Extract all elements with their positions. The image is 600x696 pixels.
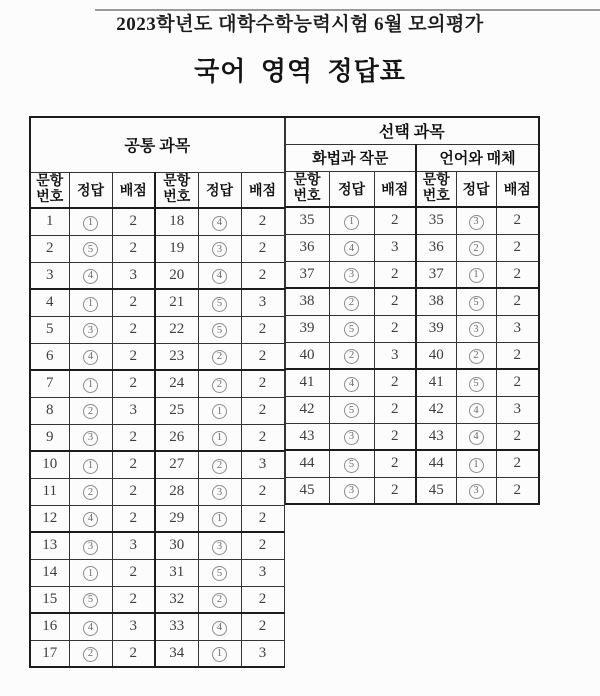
points-cell: 2 — [112, 505, 155, 532]
points-cell: 2 — [112, 640, 155, 667]
question-number-cell: 41 — [416, 369, 456, 396]
circled-answer: 4 — [212, 621, 227, 636]
answer-cell — [456, 261, 496, 288]
points-cell: 3 — [112, 532, 155, 559]
question-number-header — [30, 172, 69, 208]
question-number-cell: 28 — [155, 478, 198, 505]
circled-answer: 1 — [83, 297, 98, 312]
answer-cell — [198, 289, 241, 316]
circled-answer: 5 — [212, 297, 227, 312]
points-cell: 2 — [241, 235, 284, 262]
answer-cell — [69, 451, 112, 478]
answer-cell — [69, 559, 112, 586]
answer-cell — [69, 586, 112, 613]
points-cell: 3 — [374, 342, 416, 369]
answer-cell — [69, 532, 112, 559]
question-number-cell: 25 — [155, 397, 198, 424]
points-cell: 2 — [374, 288, 416, 315]
points-cell: 2 — [241, 316, 284, 343]
question-number-cell: 22 — [155, 316, 198, 343]
answer-header: 정답 — [69, 172, 112, 208]
points-cell: 2 — [112, 370, 155, 397]
circled-answer: 4 — [469, 430, 484, 445]
circled-answer: 1 — [212, 647, 227, 662]
points-cell: 2 — [496, 207, 539, 234]
answer-cell — [198, 505, 241, 532]
points-cell: 2 — [496, 234, 539, 261]
table-row — [30, 424, 284, 451]
circled-answer: 2 — [83, 485, 98, 500]
circled-answer: 2 — [83, 647, 98, 662]
circled-answer: 5 — [344, 403, 359, 418]
circled-answer: 2 — [344, 349, 359, 364]
question-number-cell: 23 — [155, 343, 198, 370]
circled-answer: 3 — [212, 485, 227, 500]
circled-answer: 4 — [83, 512, 98, 527]
answer-cell — [198, 343, 241, 370]
points-cell: 2 — [241, 505, 284, 532]
table-row — [285, 234, 539, 261]
points-cell: 3 — [112, 613, 155, 640]
table-row — [30, 289, 284, 316]
table-row — [30, 478, 284, 505]
table-row — [30, 559, 284, 586]
question-number-cell: 35 — [416, 207, 456, 234]
question-number-cell: 24 — [155, 370, 198, 397]
points-cell: 2 — [241, 370, 284, 397]
points-header: 배점 — [112, 172, 155, 208]
circled-answer: 4 — [469, 403, 484, 418]
answer-cell — [456, 423, 496, 450]
question-number-cell: 11 — [30, 478, 69, 505]
points-cell: 2 — [374, 369, 416, 396]
question-number-cell: 8 — [30, 397, 69, 424]
common-section-header-row — [30, 117, 284, 172]
points-header: 배점 — [241, 172, 284, 208]
circled-answer: 2 — [212, 459, 227, 474]
circled-answer: 1 — [212, 404, 227, 419]
answer-cell — [69, 640, 112, 667]
answer-cell — [329, 477, 374, 504]
question-number-cell: 37 — [416, 261, 456, 288]
circled-answer: 5 — [212, 323, 227, 338]
circled-answer: 3 — [83, 323, 98, 338]
question-number-cell: 4 — [30, 289, 69, 316]
answer-cell — [456, 288, 496, 315]
points-cell: 2 — [374, 396, 416, 423]
answer-cell — [329, 315, 374, 342]
points-cell: 2 — [112, 235, 155, 262]
elective-subject-1-header: 화법과 작문 — [285, 144, 416, 171]
circled-answer: 4 — [212, 269, 227, 284]
circled-answer: 1 — [344, 215, 359, 230]
question-number-cell: 21 — [155, 289, 198, 316]
question-number-header — [285, 171, 329, 207]
question-number-cell: 20 — [155, 262, 198, 289]
exam-title: 2023학년도 대학수학능력시험 6월 모의평가 — [116, 14, 484, 35]
answer-cell — [329, 450, 374, 477]
answer-cell — [329, 288, 374, 315]
circled-answer: 5 — [344, 322, 359, 337]
table-row — [30, 397, 284, 424]
answer-cell — [456, 315, 496, 342]
question-number-cell: 3 — [30, 262, 69, 289]
question-number-header-line2: 번호 — [163, 189, 191, 205]
answer-cell — [69, 505, 112, 532]
points-cell: 3 — [241, 559, 284, 586]
circled-answer: 5 — [212, 566, 227, 581]
question-number-cell: 43 — [416, 423, 456, 450]
common-section-header: 공통 과목 — [30, 117, 284, 172]
points-cell: 2 — [112, 586, 155, 613]
question-number-header — [155, 172, 198, 208]
answer-cell — [198, 613, 241, 640]
answer-cell — [69, 370, 112, 397]
points-cell: 3 — [241, 640, 284, 667]
answer-cell — [69, 262, 112, 289]
question-number-cell: 1 — [30, 208, 69, 235]
answer-cell — [329, 342, 374, 369]
points-cell: 2 — [112, 343, 155, 370]
circled-answer: 5 — [83, 242, 98, 257]
circled-answer: 2 — [469, 241, 484, 256]
answer-cell — [69, 316, 112, 343]
points-cell: 2 — [112, 208, 155, 235]
answer-cell — [198, 262, 241, 289]
points-cell: 2 — [241, 478, 284, 505]
table-row — [285, 288, 539, 315]
question-number-cell: 13 — [30, 532, 69, 559]
question-number-header-line1: 문항 — [422, 173, 450, 189]
points-cell: 2 — [374, 450, 416, 477]
points-cell: 3 — [241, 289, 284, 316]
answer-cell — [69, 208, 112, 235]
question-number-header-line2: 번호 — [422, 188, 450, 204]
circled-answer: 3 — [212, 242, 227, 257]
table-row — [285, 342, 539, 369]
question-number-cell: 30 — [155, 532, 198, 559]
answer-cell — [198, 532, 241, 559]
answer-cell — [456, 207, 496, 234]
question-number-cell: 34 — [155, 640, 198, 667]
question-number-cell: 17 — [30, 640, 69, 667]
answer-cell — [69, 235, 112, 262]
table-row — [30, 262, 284, 289]
answer-cell — [456, 234, 496, 261]
column-header-row — [30, 172, 284, 208]
table-row — [30, 532, 284, 559]
question-number-cell: 18 — [155, 208, 198, 235]
points-cell: 2 — [496, 369, 539, 396]
table-row — [285, 207, 539, 234]
circled-answer: 5 — [469, 377, 484, 392]
points-cell: 2 — [496, 423, 539, 450]
table-row — [285, 315, 539, 342]
scan-artifact-line — [95, 9, 600, 11]
circled-answer: 5 — [469, 296, 484, 311]
question-number-header-line1: 문항 — [293, 173, 321, 189]
question-number-cell: 39 — [285, 315, 329, 342]
answer-header: 정답 — [456, 171, 496, 207]
points-cell: 2 — [496, 288, 539, 315]
answer-cell — [198, 316, 241, 343]
question-number-cell: 19 — [155, 235, 198, 262]
table-row — [30, 586, 284, 613]
circled-answer: 3 — [344, 268, 359, 283]
circled-answer: 3 — [344, 484, 359, 499]
subject-title: 국어 영역 정답표 — [194, 57, 406, 86]
circled-answer: 5 — [344, 458, 359, 473]
answer-cell — [198, 424, 241, 451]
points-cell: 2 — [241, 397, 284, 424]
answer-cell — [329, 207, 374, 234]
table-row — [30, 208, 284, 235]
circled-answer: 3 — [83, 431, 98, 446]
table-row — [285, 477, 539, 504]
points-cell: 2 — [374, 207, 416, 234]
question-number-cell: 40 — [416, 342, 456, 369]
circled-answer: 4 — [344, 241, 359, 256]
common-subjects-table — [29, 116, 285, 668]
answer-cell — [456, 450, 496, 477]
circled-answer: 5 — [83, 593, 98, 608]
answer-cell — [198, 397, 241, 424]
circled-answer: 4 — [83, 621, 98, 636]
points-cell: 2 — [112, 316, 155, 343]
circled-answer: 4 — [212, 216, 227, 231]
question-number-cell: 45 — [416, 477, 456, 504]
question-number-cell: 16 — [30, 613, 69, 640]
question-number-cell: 44 — [416, 450, 456, 477]
points-cell: 2 — [112, 559, 155, 586]
points-cell: 2 — [112, 289, 155, 316]
circled-answer: 1 — [212, 431, 227, 446]
answer-cell — [69, 289, 112, 316]
points-cell: 3 — [112, 397, 155, 424]
circled-answer: 2 — [212, 593, 227, 608]
answer-cell — [198, 586, 241, 613]
points-cell: 2 — [241, 343, 284, 370]
points-cell: 2 — [241, 613, 284, 640]
answer-header: 정답 — [198, 172, 241, 208]
points-cell: 2 — [112, 478, 155, 505]
circled-answer: 2 — [83, 404, 98, 419]
answer-cell — [69, 478, 112, 505]
points-cell: 3 — [241, 451, 284, 478]
points-cell: 2 — [241, 208, 284, 235]
circled-answer: 3 — [212, 540, 227, 555]
answer-cell — [329, 396, 374, 423]
circled-answer: 1 — [83, 566, 98, 581]
points-cell: 3 — [496, 396, 539, 423]
points-cell: 2 — [241, 586, 284, 613]
column-header-row — [285, 171, 539, 207]
question-number-cell: 38 — [416, 288, 456, 315]
question-number-cell: 36 — [416, 234, 456, 261]
answer-cell — [69, 397, 112, 424]
elective-section-header: 선택 과목 — [285, 117, 539, 144]
answer-cell — [456, 342, 496, 369]
question-number-cell: 43 — [285, 423, 329, 450]
table-row — [30, 316, 284, 343]
elective-subject-2-header: 언어와 매체 — [416, 144, 539, 171]
table-row — [30, 451, 284, 478]
points-cell: 2 — [496, 450, 539, 477]
question-number-cell: 36 — [285, 234, 329, 261]
elective-subjects-table — [285, 116, 541, 505]
question-number-cell: 35 — [285, 207, 329, 234]
answer-cell — [329, 423, 374, 450]
answer-cell — [198, 451, 241, 478]
elective-subjects-row — [285, 144, 539, 171]
table-row — [30, 613, 284, 640]
question-number-cell: 5 — [30, 316, 69, 343]
question-number-cell: 39 — [416, 315, 456, 342]
table-row — [30, 343, 284, 370]
question-number-cell: 14 — [30, 559, 69, 586]
points-cell: 2 — [241, 532, 284, 559]
table-row — [30, 370, 284, 397]
table-row — [30, 235, 284, 262]
circled-answer: 3 — [469, 215, 484, 230]
circled-answer: 1 — [83, 459, 98, 474]
points-cell: 2 — [496, 477, 539, 504]
common-table-body — [30, 208, 284, 667]
points-cell: 3 — [112, 262, 155, 289]
elective-table-body — [285, 207, 539, 504]
table-row — [285, 396, 539, 423]
question-number-cell: 29 — [155, 505, 198, 532]
answer-cell — [69, 343, 112, 370]
circled-answer: 4 — [83, 350, 98, 365]
question-number-cell: 42 — [285, 396, 329, 423]
circled-answer: 2 — [344, 296, 359, 311]
table-row — [285, 423, 539, 450]
question-number-cell: 40 — [285, 342, 329, 369]
points-cell: 2 — [374, 315, 416, 342]
points-cell: 2 — [374, 423, 416, 450]
points-cell: 2 — [374, 477, 416, 504]
answer-sheet-page — [0, 9, 600, 696]
answer-cell — [69, 613, 112, 640]
circled-answer: 3 — [469, 322, 484, 337]
answer-header: 정답 — [329, 171, 374, 207]
answer-cell — [329, 261, 374, 288]
points-cell: 3 — [496, 315, 539, 342]
answer-cell — [198, 370, 241, 397]
points-cell: 2 — [496, 342, 539, 369]
question-number-cell: 15 — [30, 586, 69, 613]
circled-answer: 2 — [212, 378, 227, 393]
question-number-cell: 37 — [285, 261, 329, 288]
circled-answer: 3 — [469, 484, 484, 499]
answer-cell — [456, 396, 496, 423]
question-number-cell: 26 — [155, 424, 198, 451]
question-number-header — [416, 171, 456, 207]
question-number-cell: 10 — [30, 451, 69, 478]
answer-cell — [456, 477, 496, 504]
table-row — [285, 369, 539, 396]
table-row — [30, 640, 284, 667]
table-row — [285, 261, 539, 288]
circled-answer: 4 — [83, 269, 98, 284]
question-number-cell: 6 — [30, 343, 69, 370]
table-row — [30, 505, 284, 532]
elective-section-header-row — [285, 117, 539, 144]
points-header: 배점 — [374, 171, 416, 207]
circled-answer: 2 — [212, 350, 227, 365]
question-number-cell: 27 — [155, 451, 198, 478]
answer-cell — [198, 640, 241, 667]
answer-cell — [329, 234, 374, 261]
points-cell: 2 — [112, 424, 155, 451]
question-number-cell: 31 — [155, 559, 198, 586]
circled-answer: 1 — [469, 458, 484, 473]
question-number-header-line2: 번호 — [293, 188, 321, 204]
question-number-header-line1: 문항 — [36, 174, 64, 190]
question-number-cell: 32 — [155, 586, 198, 613]
question-number-cell: 2 — [30, 235, 69, 262]
answer-cell — [69, 424, 112, 451]
question-number-cell: 7 — [30, 370, 69, 397]
circled-answer: 3 — [344, 430, 359, 445]
circled-answer: 1 — [83, 216, 98, 231]
points-cell: 2 — [112, 451, 155, 478]
points-cell: 2 — [496, 261, 539, 288]
question-number-header-line1: 문항 — [163, 174, 191, 190]
circled-answer: 2 — [469, 349, 484, 364]
question-number-cell: 41 — [285, 369, 329, 396]
question-number-cell: 45 — [285, 477, 329, 504]
circled-answer: 3 — [83, 540, 98, 555]
points-cell: 2 — [241, 424, 284, 451]
points-header: 배점 — [496, 171, 539, 207]
answer-cell — [198, 478, 241, 505]
question-number-cell: 44 — [285, 450, 329, 477]
question-number-header-line2: 번호 — [36, 189, 64, 205]
answer-cell — [456, 369, 496, 396]
circled-answer: 1 — [83, 378, 98, 393]
answer-table — [29, 116, 540, 668]
question-number-cell: 9 — [30, 424, 69, 451]
answer-cell — [329, 369, 374, 396]
answer-cell — [198, 235, 241, 262]
points-cell: 2 — [374, 261, 416, 288]
question-number-cell: 33 — [155, 613, 198, 640]
answer-cell — [198, 208, 241, 235]
circled-answer: 1 — [212, 512, 227, 527]
circled-answer: 4 — [344, 377, 359, 392]
points-cell: 2 — [241, 262, 284, 289]
question-number-cell: 12 — [30, 505, 69, 532]
points-cell: 3 — [374, 234, 416, 261]
question-number-cell: 38 — [285, 288, 329, 315]
circled-answer: 1 — [469, 268, 484, 283]
question-number-cell: 42 — [416, 396, 456, 423]
table-row — [285, 450, 539, 477]
answer-cell — [198, 559, 241, 586]
